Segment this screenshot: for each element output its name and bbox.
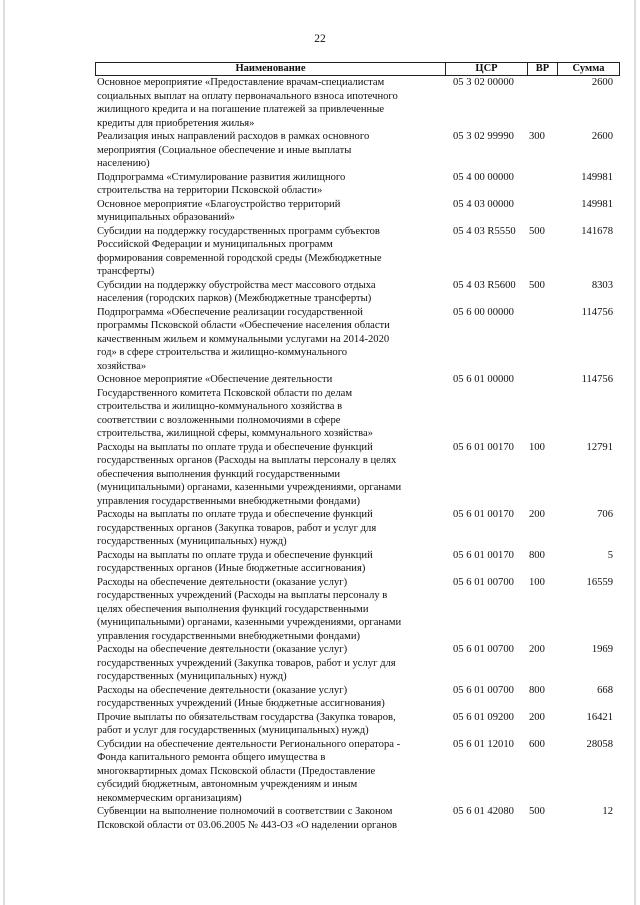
row-name-line: Государственного комитета Псковской области по делам [97, 387, 353, 399]
row-name [95, 306, 445, 374]
row-sum: 114756 [581, 306, 613, 318]
row-name-line: Субсидии на поддержку государственных программ субъектов [97, 225, 380, 237]
row-name-line: Фонда капитального ремонта общего имущества в [97, 752, 326, 763]
row-vr: 300 [529, 131, 545, 142]
table-row [95, 738, 620, 806]
row-name [95, 279, 445, 306]
row-name-line: многоквартирных домах Псковской области (Предоставление [97, 765, 376, 777]
row-name [95, 805, 445, 832]
row-name-line: государственных (муниципальных) нужд) [97, 671, 287, 682]
row-name [95, 441, 445, 509]
row-name-line: Основное мероприятие «Предоставление врачам-специалистам [97, 77, 385, 88]
row-csr: 05 6 01 00170 [453, 509, 514, 520]
row-name-line: качественным жильем и коммунальными услугами на 2014-2020 [97, 333, 390, 345]
row-name-line: Субвенции на выполнение полномочий в соответствии с Законом [97, 806, 393, 817]
row-name [95, 130, 445, 171]
row-name-line: Подпрограмма «Стимулирование развития жилищного [97, 171, 346, 183]
row-name-line: Расходы на обеспечение деятельности (оказание услуг) [97, 644, 348, 655]
row-sum: 2600 [591, 77, 613, 88]
row-vr: 100 [529, 441, 545, 453]
row-name [95, 171, 445, 198]
row-vr [527, 306, 557, 374]
row-sum: 706 [597, 509, 613, 520]
row-vr: 200 [529, 711, 545, 723]
table-row [95, 576, 620, 644]
row-name-line: Субсидии на поддержку обустройства мест массового отдыха [97, 279, 376, 291]
row-name-line: государственных учреждений (Иные бюджетные ассигнования) [97, 698, 385, 709]
row-name-line: Основное мероприятие «Обеспечение деятельности [97, 374, 333, 385]
row-name [95, 738, 445, 806]
row-name-line: Расходы на обеспечение деятельности (оказание услуг) [97, 684, 348, 696]
row-name-line: некоммерческим организациям) [97, 792, 242, 804]
row-name-line: Субсидии на обеспечение деятельности Регионального оператора - [97, 738, 401, 750]
row-name-line: управления государственными внебюджетными фондами) [97, 630, 361, 642]
row-vr: 800 [529, 684, 545, 696]
row-name-line: государственных органов (Иные бюджетные ассигнования) [97, 563, 366, 574]
row-sum: 8303 [591, 279, 613, 291]
table-row [95, 306, 620, 374]
row-sum: 12 [602, 806, 613, 817]
row-name-line: жилищного кредита и на погашение платежей за привлеченные [97, 104, 385, 115]
row-name-line: мероприятия (Социальное обеспечение и иные выплаты [97, 144, 352, 156]
row-name [95, 508, 445, 549]
row-csr: 05 6 01 12010 [453, 738, 514, 750]
row-vr [527, 373, 557, 441]
row-name-line: обеспечения выполнения функций государственными [97, 468, 341, 480]
row-csr: 05 6 01 00700 [453, 684, 514, 696]
row-name-line: строительства и жилищно-коммунального хозяйства в [97, 401, 343, 412]
row-sum: 28058 [586, 738, 613, 750]
header-csr: ЦСР [446, 63, 528, 75]
scan-edge-right [634, 0, 636, 905]
row-name [95, 549, 445, 576]
row-name [95, 711, 445, 738]
row-name-line: строительства на территории Псковской области» [97, 185, 323, 196]
row-vr: 200 [529, 644, 545, 655]
row-vr [527, 198, 557, 225]
row-name [95, 76, 445, 130]
row-sum: 12791 [586, 441, 613, 453]
row-vr [527, 171, 557, 198]
scan-edge-left [3, 0, 5, 905]
table-row [95, 198, 620, 225]
row-csr: 05 6 01 09200 [453, 711, 514, 723]
table-row [95, 643, 620, 684]
row-vr: 500 [529, 279, 545, 291]
row-name [95, 198, 445, 225]
row-name [95, 643, 445, 684]
row-name-line: государственных учреждений (Закупка товаров, работ и услуг для [97, 657, 396, 669]
header-sum: Сумма [572, 63, 605, 74]
row-name-line: программы Псковской области «Обеспечение населения области [97, 320, 390, 331]
row-sum: 5 [607, 549, 613, 561]
row-name-line: Российской Федерации и муниципальных программ [97, 239, 333, 250]
row-name-line: Расходы на обеспечение деятельности (оказание услуг) [97, 576, 348, 588]
row-name-line: социальных выплат на оплату первоначального взноса ипотечного [97, 90, 398, 102]
table-row [95, 549, 620, 576]
row-name [95, 684, 445, 711]
row-name-line: государственных органов (Закупка товаров, работ и услуг для [97, 522, 377, 534]
row-csr: 05 6 01 00000 [453, 374, 514, 385]
row-vr: 100 [529, 576, 545, 588]
row-vr: 500 [529, 225, 545, 237]
header-vr: ВР [528, 63, 558, 75]
row-name-line: (муниципальными) органами, казенными учреждениями, органами [97, 482, 402, 493]
row-name-line: год» в сфере строительства и жилищно-коммунального [97, 347, 348, 358]
row-csr: 05 4 03 R5600 [453, 279, 516, 291]
row-name-line: Реализация иных направлений расходов в рамках основного [97, 131, 370, 142]
row-name-line: Расходы на выплаты по оплате труда и обеспечение функций [97, 549, 373, 561]
table-row [95, 171, 620, 198]
row-name-line: населению) [97, 158, 150, 169]
row-vr: 600 [529, 738, 545, 750]
table-row [95, 76, 620, 130]
row-sum: 1969 [591, 644, 613, 655]
row-sum: 16559 [586, 576, 613, 588]
row-csr: 05 4 03 R5550 [453, 225, 516, 237]
table-row [95, 508, 620, 549]
row-name-line: хозяйства» [97, 360, 147, 372]
row-vr: 800 [529, 549, 545, 561]
row-name-line: трансферты) [97, 266, 155, 277]
row-csr: 05 6 00 00000 [453, 306, 514, 318]
row-name-line: Расходы на выплаты по оплате труда и обеспечение функций [97, 509, 373, 520]
row-name [95, 373, 445, 441]
row-name-line: (муниципальными) органами, казенными учреждениями, органами [97, 617, 402, 628]
table-row [95, 279, 620, 306]
row-name-line: управления государственными внебюджетными фондами) [97, 495, 361, 507]
row-name-line: субсидий бюджетным, автономным учреждениям и иным [97, 779, 358, 790]
page-number: 22 [314, 33, 326, 45]
row-vr: 200 [529, 509, 545, 520]
table-row [95, 130, 620, 171]
row-name-line: работ и услуг для государственных (муниципальных) нужд) [97, 725, 369, 736]
row-csr: 05 3 02 00000 [453, 77, 514, 88]
row-name-line: Подпрограмма «Обеспечение реализации государственной [97, 306, 363, 318]
row-name-line: населения (городских парков) (Межбюджетные трансферты) [97, 293, 372, 304]
row-csr: 05 4 03 00000 [453, 198, 514, 210]
table-row [95, 225, 620, 279]
row-csr: 05 3 02 99990 [453, 131, 514, 142]
row-sum: 149981 [581, 171, 613, 183]
table-row [95, 441, 620, 509]
row-name-line: государственных органов (Расходы на выплаты персоналу в целях [97, 455, 397, 466]
row-name-line: формирования современной городской среды (Межбюджетные [97, 252, 382, 264]
row-name-line: муниципальных образований» [97, 212, 235, 223]
row-name [95, 225, 445, 279]
row-sum: 16421 [586, 711, 613, 723]
table-row [95, 711, 620, 738]
row-name-line: государственных (муниципальных) нужд) [97, 536, 287, 547]
row-sum: 114756 [581, 374, 613, 385]
row-vr [527, 76, 557, 130]
row-name-line: соответствии с возложенными полномочиями в сфере [97, 414, 341, 426]
row-csr: 05 6 01 00700 [453, 576, 514, 588]
row-name-line: Прочие выплаты по обязательствам государства (Закупка товаров, [97, 711, 396, 723]
row-csr: 05 6 01 00170 [453, 549, 514, 561]
row-name-line: государственных учреждений (Расходы на выплаты персоналу в [97, 590, 388, 601]
row-name [95, 576, 445, 644]
table-row [95, 805, 620, 832]
row-name-line: кредиты для приобретения жилья» [97, 117, 255, 129]
header-name: Наименование [96, 63, 446, 75]
row-name-line: Псковской области от 03.06.2005 № 443-ОЗ «О наделении органов [97, 819, 398, 831]
row-name-line: Расходы на выплаты по оплате труда и обеспечение функций [97, 441, 373, 453]
row-name-line: строительства, жилищной сферы, коммунального хозяйства» [97, 428, 373, 439]
table-row [95, 373, 620, 441]
row-sum: 149981 [581, 198, 613, 210]
row-vr: 500 [529, 806, 545, 817]
row-csr: 05 4 00 00000 [453, 171, 514, 183]
table-header [95, 62, 620, 76]
row-sum: 2600 [591, 131, 613, 142]
row-name-line: целях обеспечения выполнения функций государственными [97, 603, 369, 615]
row-csr: 05 6 01 42080 [453, 806, 514, 817]
row-sum: 141678 [581, 225, 613, 237]
row-name-line: Основное мероприятие «Благоустройство территорий [97, 198, 341, 210]
table-row [95, 684, 620, 711]
row-csr: 05 6 01 00700 [453, 644, 514, 655]
row-sum: 668 [597, 684, 613, 696]
table-body [95, 76, 620, 832]
row-csr: 05 6 01 00170 [453, 441, 514, 453]
